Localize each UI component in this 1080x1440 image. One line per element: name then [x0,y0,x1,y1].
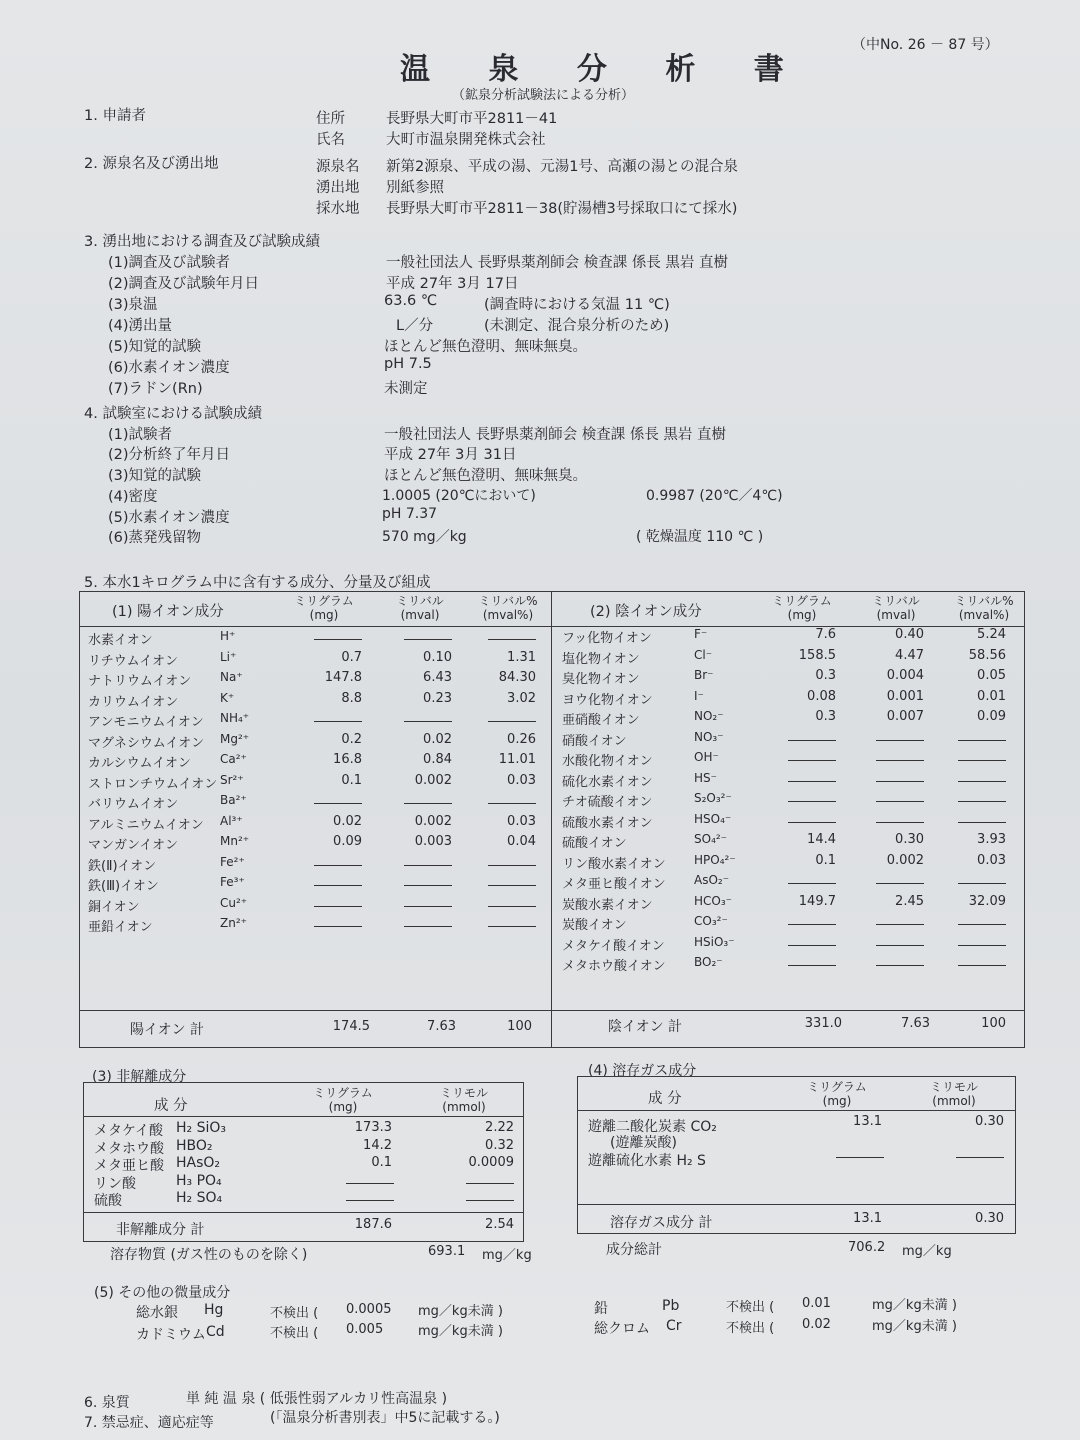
s3-item-value: pH 7.5 [384,356,432,372]
mval-empty-dash [876,740,924,741]
mg-value: 0.02 [333,813,362,829]
mg-value: 173.3 [354,1120,392,1135]
pct-value: 0.01 [977,688,1006,704]
cation-pct-header: ミリバル% (mval%) [478,594,538,622]
mg-empty-dash [346,1183,394,1184]
mval-value: 0.003 [414,834,452,849]
ion-symbol: HSO₄⁻ [694,811,732,826]
ion-symbol: Li⁺ [220,649,237,664]
ion-name: 鉄(Ⅲ)イオン [88,879,159,894]
mval-value: 0.30 [895,832,924,847]
ion-symbol: Sr²⁺ [220,772,244,787]
ion-name: メタケイ酸イオン [562,938,665,954]
ion-symbol: Cu²⁺ [220,895,248,910]
mg-empty-dash [788,883,836,884]
s3-item-value: 63.6 ℃ [384,293,438,309]
mg-value: 8.8 [341,690,362,706]
table-row [0,812,1080,832]
trace-cd-name: カドミウム [136,1327,206,1343]
s4-item-value: ほとんど無色澄明、無味無臭。 [384,468,587,484]
ion-table-total-rule [79,1010,1025,1011]
nonion-comp-header: 成 分 [154,1098,188,1114]
section-7-heading: 7. 禁忌症、適応症等 [84,1415,214,1431]
pct-empty-dash [958,801,1006,802]
ion-name: リチウムイオン [88,653,178,669]
ion-symbol: NH₄⁺ [220,711,250,725]
nonion-total-mmol: 2.54 [485,1217,514,1232]
pct-value: 0.03 [977,852,1006,868]
spring-location-label: 湧出地 [316,180,360,196]
spring-quality-value: 単 純 温 泉 ( 低張性弱アルカリ性高温泉 ) [186,1391,448,1407]
ion-name: メタホウ酸イオン [562,959,666,974]
s4-item-note: 0.9987 (20℃／4℃) [646,488,783,504]
s3-item-value: 一般社団法人 長野県薬剤師会 検査課 係長 黒岩 直樹 [386,255,729,271]
mg-value: 0.08 [807,688,836,704]
mg-value: 14.4 [807,832,836,847]
mval-empty-dash [876,801,924,802]
ion-name: ナトリウムイオン [88,674,192,689]
ion-symbol: Zn²⁺ [220,916,247,930]
dissolved-label: 溶存物質 (ガス性のものを除く) [110,1247,308,1263]
mmol-value: 0.0009 [468,1155,514,1170]
ion-name: 亜鉛イオン [88,920,153,935]
trace-title: (5) その他の微量成分 [94,1285,231,1301]
mval-value: 0.10 [423,649,452,665]
section-4-heading: 4. 試験室における試験成績 [84,406,262,422]
pct-value: 3.02 [507,690,536,706]
s4-item-note: ( 乾燥温度 110 ℃ ) [636,529,764,545]
cation-total-label: 陽イオン 計 [130,1022,205,1038]
compound-name: メタ亜ヒ酸 [94,1158,164,1174]
s3-item-label: (6)水素イオン濃度 [108,360,230,376]
ion-name: リン酸水素イオン [562,856,666,872]
address-label: 住所 [316,111,345,127]
table-row [0,791,1080,811]
section-1-heading: 1. 申請者 [84,108,146,124]
pct-value: 3.93 [977,832,1006,847]
pct-value: 0.26 [507,731,536,747]
cation-mg-header: ミリグラム (mg) [294,594,354,622]
mg-value: 0.3 [815,709,836,724]
table-row [0,689,1080,709]
pct-empty-dash [958,965,1006,966]
ion-symbol: Mg²⁺ [220,731,250,746]
ion-symbol: Al³⁺ [220,813,243,828]
s3-item-note: (未測定、混合泉分析のため) [484,318,670,334]
ion-symbol: HCO₃⁻ [694,893,732,908]
mg-value: 0.09 [333,834,362,849]
document-number: （中No. 26 － 87 号） [852,37,999,53]
gas-total-mmol: 0.30 [975,1211,1004,1226]
gas-title: (4) 溶存ガス成分 [588,1063,697,1079]
cation-total-pct: 100 [507,1019,532,1034]
mg-value: 149.7 [798,893,836,909]
section-6-heading: 6. 泉質 [84,1395,130,1411]
s4-item-label: (3)知覚的試験 [108,468,202,484]
mval-value: 0.001 [886,688,924,704]
pct-value: 5.24 [977,627,1006,642]
spring-location-value: 別紙参照 [386,180,444,196]
name-label: 氏名 [316,132,345,148]
mg-empty-dash [788,740,836,741]
source-name-label: 源泉名 [316,159,360,175]
source-name-value: 新第2源泉、平成の湯、元湯1号、高瀬の湯との混合泉 [386,159,738,175]
gas-header-rule [577,1110,1016,1111]
table-row [0,627,1080,647]
ion-name: 臭化物イオン [562,672,640,687]
ion-symbol: Fe²⁺ [220,854,245,869]
mval-value: 0.004 [886,668,924,683]
table-row [0,709,1080,729]
s3-item-label: (3)泉温 [108,297,158,313]
ion-symbol: S₂O₃²⁻ [694,791,732,805]
mg-empty-dash [788,760,836,761]
mmol-value: 2.22 [485,1120,514,1135]
s4-item-label: (2)分析終了年月日 [108,447,231,463]
mg-value: 14.2 [363,1137,392,1153]
pct-empty-dash [958,760,1006,761]
table-row [0,750,1080,770]
ion-symbol: NO₂⁻ [694,709,724,723]
compound-formula: HAsO₂ [176,1155,221,1171]
s4-item-value: 1.0005 (20℃において) [382,488,536,504]
mg-empty-dash [788,822,836,823]
s3-item-label: (7)ラドン(Rn) [108,381,203,397]
anion-total-mg: 331.0 [804,1016,842,1031]
nonion-mmol-header: ミリモル (mmol) [439,1086,488,1114]
s3-item-label: (1)調査及び試験者 [108,255,231,271]
pct-value: 0.03 [507,813,536,829]
pct-empty-dash [958,781,1006,782]
trace-hg-result: 不検出 ( [270,1306,319,1321]
indications-value: (「温泉分析書別表」中5に記載する。) [270,1410,500,1426]
trace-cd-value: 0.005 [346,1322,384,1337]
ion-symbol: K⁺ [220,690,235,705]
ion-name: 硫化水素イオン [562,774,653,790]
ion-name: 鉄(Ⅱ)イオン [88,858,157,874]
mg-empty-dash [788,945,836,946]
ion-name: アンモニウムイオン [88,715,204,730]
s4-item-label: (4)密度 [108,489,158,505]
mg-empty-dash [788,924,836,925]
address-value: 長野県大町市平2811－41 [386,111,558,127]
ion-symbol: Mn²⁺ [220,834,250,848]
trace-cr-symbol: Cr [666,1318,682,1334]
anion-title: (2) 陰イオン成分 [590,604,702,620]
mval-empty-dash [876,883,924,884]
s3-item-label: (2)調査及び試験年月日 [108,276,260,292]
page-subtitle: （鉱泉分析試験法による分析） [452,88,635,103]
table-row [0,668,1080,688]
section-2-heading: 2. 源泉名及び湧出地 [84,156,219,172]
mval-empty-dash [876,760,924,761]
ion-name: 塩化物イオン [562,651,640,667]
gas-mmol-header: ミリモル (mmol) [929,1080,978,1108]
gas-mg-header: ミリグラム (mg) [807,1080,867,1108]
ion-symbol: Cl⁻ [694,647,713,662]
mval-value: 0.002 [414,813,452,829]
anion-total-mval: 7.63 [901,1016,930,1031]
compound-formula: H₂ SO₄ [176,1190,223,1206]
mg-empty-dash [788,801,836,802]
gas-row-h2s-name: 遊離硫化水素 H₂ S [588,1153,706,1169]
mg-value: 0.7 [341,649,362,665]
ion-symbol: HSiO₃⁻ [694,934,735,949]
trace-pb-name: 鉛 [594,1301,608,1317]
s4-item-label: (6)蒸発残留物 [108,530,202,546]
pct-value: 32.09 [968,893,1006,909]
table-row [0,914,1080,934]
ion-name: カリウムイオン [88,694,179,710]
pct-value: 0.05 [977,668,1006,683]
ion-symbol: HPO₄²⁻ [694,852,736,867]
s3-item-value: 未測定 [384,381,428,397]
s3-item-value: L／分 [396,318,434,334]
dissolved-value: 693.1 [428,1244,466,1259]
gas-row-co2-name: 遊離二酸化炭素 CO₂ [588,1119,717,1135]
mval-empty-dash [876,945,924,946]
ion-name: カルシウムイオン [88,756,191,771]
mg-value: 158.5 [798,647,836,663]
dissolved-unit: mg／kg [482,1248,532,1263]
s4-item-label: (5)水素イオン濃度 [108,510,230,526]
mval-empty-dash [876,781,924,782]
trace-cr-value: 0.02 [802,1317,831,1332]
ion-symbol: H⁺ [220,629,236,643]
s3-item-value: 平成 27年 3月 17日 [386,276,519,292]
anion-pct-header: ミリバル% (mval%) [954,594,1014,622]
compound-formula: HBO₂ [176,1137,213,1154]
compound-name: 硫酸 [94,1193,122,1209]
gas-row-h2s-mg [836,1157,884,1158]
cation-title: (1) 陽イオン成分 [112,604,224,620]
ion-symbol: SO₄²⁻ [694,832,728,846]
table-row [0,648,1080,668]
ion-name: バリウムイオン [88,797,179,812]
pct-empty-dash [958,924,1006,925]
mval-value: 0.007 [886,709,924,724]
trace-cr-name: 総クロム [594,1321,650,1337]
ion-symbol: CO₃²⁻ [694,914,728,928]
nonion-title: (3) 非解離成分 [92,1069,187,1085]
ion-name: ストロンチウムイオン [88,776,218,792]
ion-symbol: Ca²⁺ [220,752,247,766]
mg-value: 0.2 [341,731,362,747]
mval-value: 0.23 [423,690,452,706]
mg-value: 16.8 [333,752,362,767]
mval-value: 0.40 [895,627,924,642]
mval-empty-dash [876,965,924,966]
trace-hg-unit: mg／kg未満 ) [418,1304,503,1319]
ion-name: 硝酸イオン [562,733,627,749]
ion-name: フッ化物イオン [562,631,652,646]
ion-name: 硫酸イオン [562,836,627,851]
compound-name: メタホウ酸 [94,1140,164,1157]
pct-empty-dash [958,822,1006,823]
table-row [0,873,1080,893]
mval-value: 4.47 [895,647,924,663]
gas-total-mg: 13.1 [853,1211,882,1226]
table-row [0,832,1080,852]
ion-name: ヨウ化物イオン [562,692,653,708]
ion-symbol: HS⁻ [694,770,717,785]
ion-name: マグネシウムイオン [88,735,205,751]
anion-mg-header: ミリグラム (mg) [772,594,832,622]
nonion-header-rule [83,1116,524,1117]
gas-row-co2-mg: 13.1 [853,1114,882,1129]
table-row [0,730,1080,750]
cation-total-mg: 174.5 [332,1019,370,1034]
ion-symbol: Ba²⁺ [220,793,247,807]
pct-value: 0.04 [507,834,536,849]
pct-value: 11.01 [498,752,536,767]
s4-item-value: pH 7.37 [382,506,438,522]
mval-empty-dash [876,822,924,823]
mg-value: 147.8 [324,670,362,685]
nonion-total-rule [83,1212,524,1213]
ion-name: 銅イオン [88,899,140,915]
cation-total-mval: 7.63 [427,1019,456,1034]
ion-name: マンガンイオン [88,838,178,853]
table-row [0,935,1080,955]
grand-total-label: 成分総計 [606,1242,662,1258]
name-value: 大町市温泉開発株式会社 [386,132,546,148]
table-row [0,894,1080,914]
s4-item-label: (1)試験者 [108,427,173,443]
grand-total-value: 706.2 [848,1240,886,1255]
trace-cd-result: 不検出 ( [270,1326,319,1341]
mval-value: 0.84 [423,752,452,767]
trace-cd-symbol: Cd [206,1324,225,1340]
gas-row-co2-mmol: 0.30 [975,1114,1004,1129]
anion-total-label: 陰イオン 計 [608,1019,683,1035]
s4-item-value: 570 mg／kg [382,529,467,545]
ion-symbol: I⁻ [694,688,704,703]
ion-symbol: AsO₂⁻ [694,873,730,887]
table-row [0,771,1080,791]
compound-name: メタケイ酸 [94,1123,164,1139]
sampling-location-label: 採水地 [316,201,360,217]
mval-value: 6.43 [423,670,452,685]
mval-value: 0.002 [886,852,924,868]
ion-name: チオ硫酸イオン [562,795,653,810]
anion-total-pct: 100 [981,1016,1006,1031]
trace-cr-unit: mg／kg未満 ) [872,1319,957,1334]
trace-hg-name: 総水銀 [136,1305,178,1321]
pct-value: 1.31 [507,649,536,665]
compound-formula: H₃ PO₄ [176,1172,222,1189]
ion-symbol: Na⁺ [220,670,243,684]
mg-value: 0.1 [341,772,362,788]
trace-cr-result: 不検出 ( [726,1321,775,1336]
cation-mval-header: ミリバル (mval) [396,594,444,622]
pct-empty-dash [958,945,1006,946]
mmol-empty-dash [466,1183,514,1184]
trace-pb-value: 0.01 [802,1296,831,1311]
ion-symbol: F⁻ [694,627,708,641]
s3-item-value: ほとんど無色澄明、無味無臭。 [384,339,587,355]
compound-formula: H₂ SiO₃ [176,1120,226,1136]
nonion-mg-header: ミリグラム (mg) [313,1086,373,1114]
ion-symbol: Br⁻ [694,668,714,682]
section-3-heading: 3. 湧出地における調査及び試験成績 [84,234,320,250]
mg-empty-dash [346,1200,394,1201]
ion-name: 水素イオン [88,633,153,648]
pct-value: 58.56 [968,647,1006,663]
ion-name: 水酸化物イオン [562,754,653,769]
mg-value: 0.1 [371,1155,392,1170]
pct-value: 0.03 [507,772,536,788]
trace-hg-symbol: Hg [204,1302,224,1318]
pct-empty-dash [958,883,1006,884]
gas-row-co2-sub: (遊離炭酸) [610,1135,677,1151]
trace-pb-unit: mg／kg未満 ) [872,1298,957,1313]
mval-value: 2.45 [895,893,924,909]
s3-item-label: (5)知覚的試験 [108,339,202,355]
nonion-total-label: 非解離成分 計 [116,1222,205,1238]
nonion-total-mg: 187.6 [354,1217,392,1232]
gas-total-rule [577,1204,1016,1205]
table-row [0,853,1080,873]
ion-name: 亜硝酸イオン [562,713,640,728]
mval-value: 0.002 [414,772,452,788]
ion-symbol: NO₃⁻ [694,729,724,744]
ion-symbol: BO₂⁻ [694,955,723,969]
ion-symbol: OH⁻ [694,750,719,764]
s3-item-note: (調査時における気温 11 ℃) [484,297,670,313]
pct-value: 84.30 [498,670,536,685]
s4-item-value: 一般社団法人 長野県薬剤師会 検査課 係長 黒岩 直樹 [384,427,727,443]
trace-hg-value: 0.0005 [346,1302,392,1317]
mg-value: 0.1 [815,852,836,868]
ion-name: アルミニウムイオン [88,817,204,833]
ion-name: 炭酸水素イオン [562,897,653,913]
mg-value: 7.6 [815,627,836,642]
trace-pb-result: 不検出 ( [726,1300,775,1315]
s4-item-value: 平成 27年 3月 31日 [384,447,517,463]
trace-pb-symbol: Pb [662,1298,680,1314]
mval-empty-dash [876,924,924,925]
mg-empty-dash [788,781,836,782]
section-5-heading: 5. 本水1キログラム中に含有する成分、分量及び組成 [84,575,431,591]
ion-symbol: Fe³⁺ [220,875,245,889]
grand-total-unit: mg／kg [902,1244,952,1259]
mval-value: 0.02 [423,731,452,747]
gas-row-h2s-mmol [956,1157,1004,1158]
table-row [0,955,1080,975]
s3-item-label: (4)湧出量 [108,318,173,334]
sampling-location-value: 長野県大町市平2811－38(貯湯槽3号採取口にて採水) [386,201,738,217]
gas-comp-header: 成 分 [648,1091,682,1107]
mmol-empty-dash [466,1200,514,1201]
ion-name: 硫酸水素イオン [562,815,653,831]
trace-cd-unit: mg／kg未満 ) [418,1324,503,1339]
ion-name: メタ亜ヒ酸イオン [562,877,666,892]
pct-value: 0.09 [977,709,1006,724]
compound-name: リン酸 [94,1175,136,1192]
pct-empty-dash [958,740,1006,741]
gas-total-label: 溶存ガス成分 計 [610,1215,713,1231]
mg-value: 0.3 [815,668,836,683]
mmol-value: 0.32 [485,1137,514,1153]
anion-mval-header: ミリバル (mval) [872,594,920,622]
page-title: 温 泉 分 析 書 [400,52,808,87]
mg-empty-dash [788,965,836,966]
ion-name: 炭酸イオン [562,918,627,933]
